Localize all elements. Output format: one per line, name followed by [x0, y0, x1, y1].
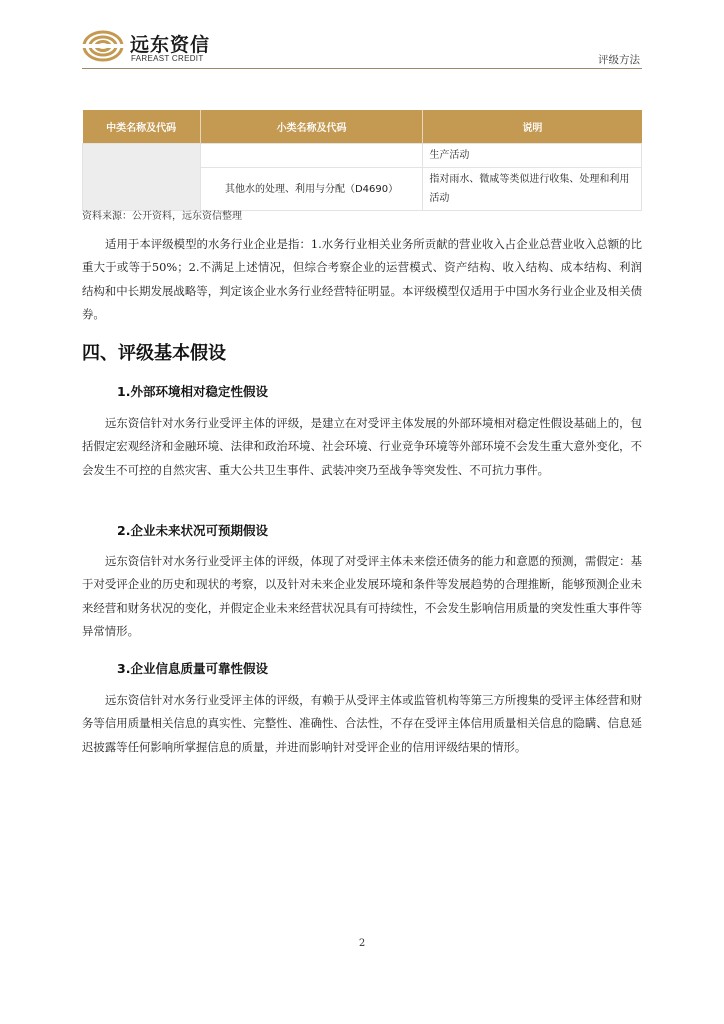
table-cell-description: 生产活动	[423, 144, 642, 168]
header-section-label: 评级方法	[598, 54, 640, 66]
table-row	[83, 144, 642, 168]
logo-chinese-name: 远东资信	[130, 34, 211, 56]
table-header-row	[83, 110, 642, 144]
page-number: 2	[358, 938, 366, 949]
subsection-paragraph: 远东资信针对水务行业受评主体的评级，是建立在对受评主体发展的外部环境相对稳定性假设基础上的，包括假定宏观经济和金融环境、法律和政治环境、社会环境、行业竞争环境等外部环境不会发生重大意外变化，不会发生不可控的自然灾害、重大公共卫生事件、武装冲突乃至战争等突发性、不可抗力事件。	[82, 416, 642, 477]
table-header-cell: 说明	[423, 110, 642, 144]
subsection-title: 3.企业信息质量可靠性假设	[117, 661, 268, 676]
company-logo	[82, 26, 282, 66]
table-cell-sub-class	[200, 144, 423, 168]
subsection-paragraph: 远东资信针对水务行业受评主体的评级，有赖于从受评主体或监管机构等第三方所搜集的受评主体经营和财务等信用质量相关信息的真实性、完整性、准确性、合法性，不存在受评主体信用质量相关信息的隐瞒、信息延迟披露等任何影响所掌握信息的质量，并进而影响针对受评企业的信用评级结果的情形。	[82, 693, 642, 754]
table-cell-description: 指对雨水、微咸等类似进行收集、处理和利用活动	[423, 168, 642, 211]
table-header-cell: 中类名称及代码	[83, 110, 201, 144]
intro-paragraph: 适用于本评级模型的水务行业企业是指：1.水务行业相关业务所贡献的营业收入占企业总营业收入总额的比重大于或等于50%；2.不满足上述情况，但综合考察企业的运营模式、资产结构、收入结构、成本结构、利润结构和中长期发展战略等，判定该企业水务行业经营特征明显。本评级模型仅适用于中国水务行业企业及相关债券。	[82, 237, 642, 322]
source-note: 资料来源：公开资料，远东资信整理	[82, 211, 242, 222]
table-cell-medium-class	[83, 144, 201, 211]
table-header-cell: 小类名称及代码	[200, 110, 423, 144]
fareast-logo-icon	[82, 28, 126, 64]
section-title: 四、评级基本假设	[82, 343, 226, 364]
header-divider	[82, 68, 642, 69]
logo-english-name: FAREAST CREDIT	[131, 54, 204, 63]
table-cell-sub-class: 其他水的处理、利用与分配（D4690）	[200, 168, 423, 211]
page-header	[82, 26, 642, 70]
subsection-title: 1.外部环境相对稳定性假设	[117, 384, 268, 399]
subsection-title: 2.企业未来状况可预期假设	[117, 523, 268, 538]
industry-classification-table	[82, 110, 642, 211]
subsection-paragraph: 远东资信针对水务行业受评主体的评级，体现了对受评主体未来偿还债务的能力和意愿的预测，需假定：基于对受评企业的历史和现状的考察，以及针对未来企业发展环境和条件等发展趋势的合理推断，能够预测企业未来经营和财务状况的变化，并假定企业未来经营状况具有可持续性，不会发生影响信用质量的突发性重大事件等异常情形。	[82, 554, 642, 639]
